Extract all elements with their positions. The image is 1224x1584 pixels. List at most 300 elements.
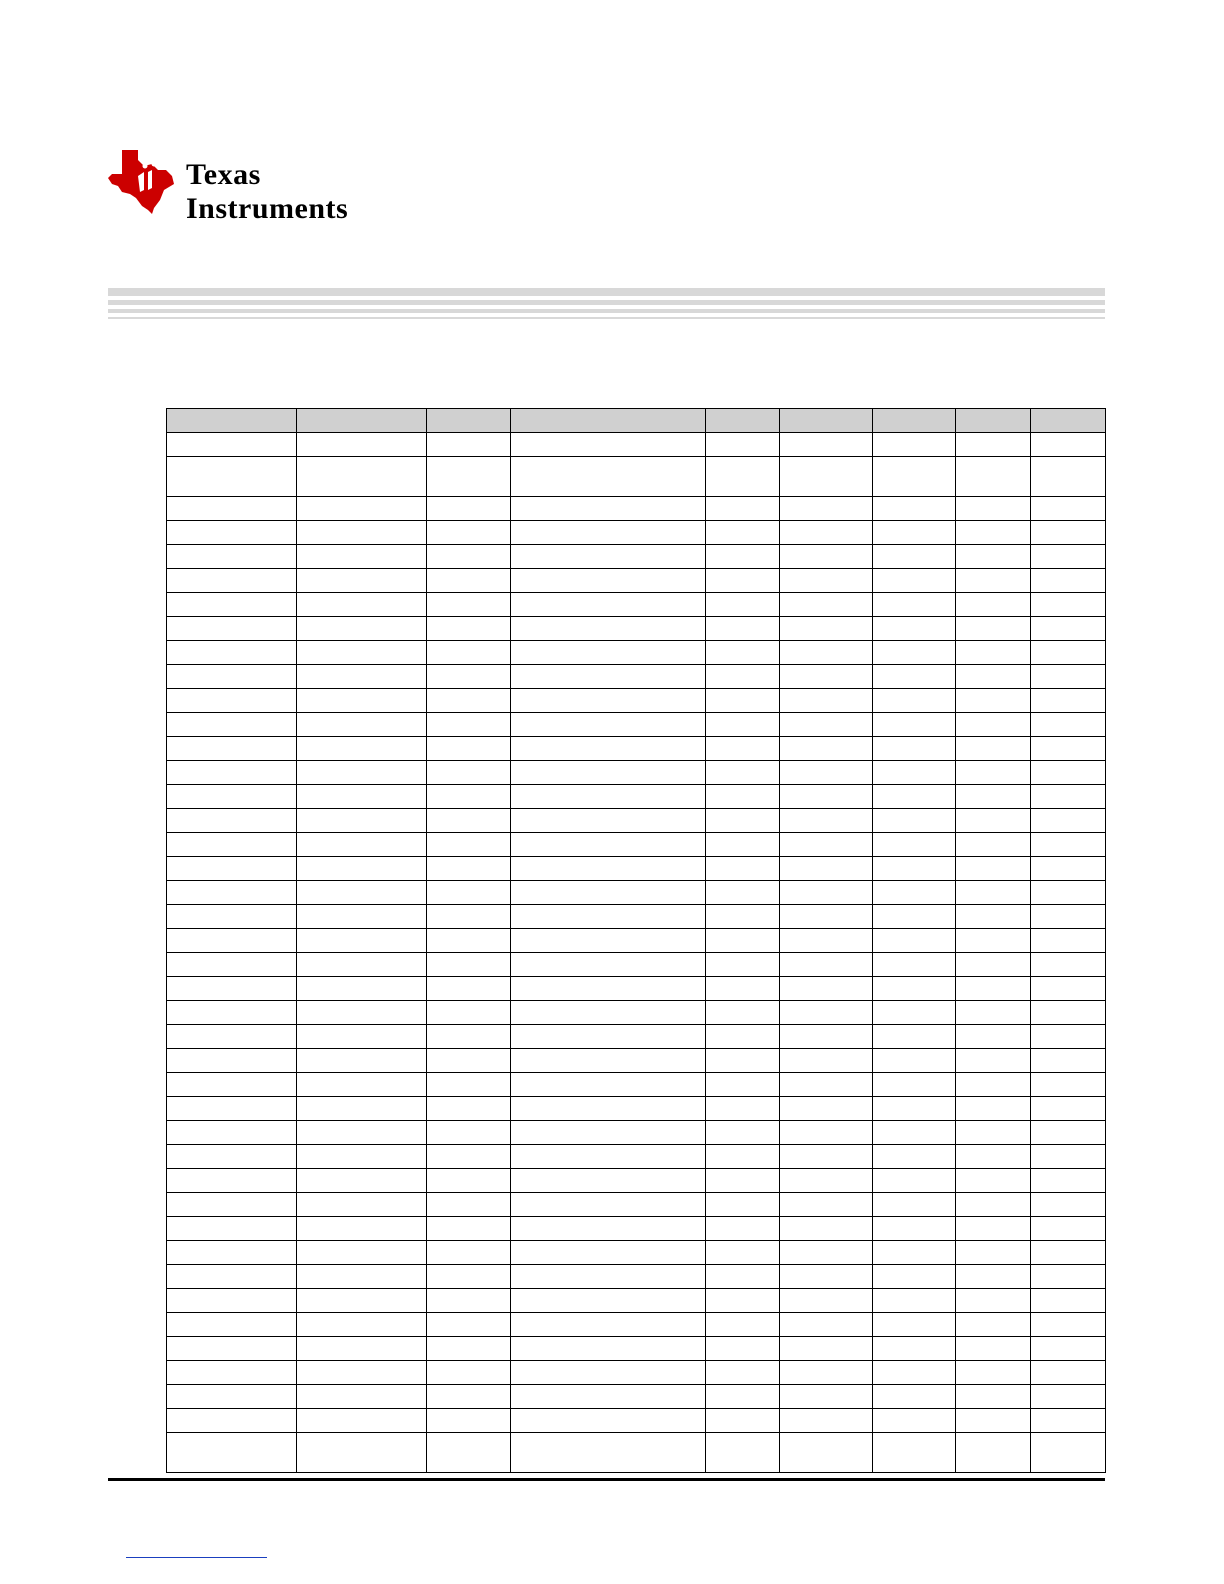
table-cell <box>427 1025 511 1049</box>
table-cell <box>780 857 873 881</box>
table-cell <box>511 1361 706 1385</box>
table-row <box>167 1025 1106 1049</box>
table-cell <box>297 1433 427 1473</box>
brand-name-line2: Instruments <box>186 192 349 225</box>
table-cell <box>297 457 427 497</box>
table-cell <box>706 1193 780 1217</box>
table-cell <box>873 1313 956 1337</box>
table-cell <box>873 953 956 977</box>
table-cell <box>780 785 873 809</box>
table-cell <box>511 641 706 665</box>
table-cell <box>167 545 297 569</box>
table-cell <box>167 689 297 713</box>
table-cell <box>167 1241 297 1265</box>
table-cell <box>297 857 427 881</box>
table-cell <box>511 1169 706 1193</box>
table-cell <box>427 833 511 857</box>
table-cell <box>706 617 780 641</box>
table-cell <box>167 1337 297 1361</box>
table-cell <box>167 905 297 929</box>
table-row <box>167 521 1106 545</box>
table-cell <box>873 761 956 785</box>
table-cell <box>1031 1193 1106 1217</box>
table-header-cell <box>511 409 706 433</box>
table-cell <box>956 953 1031 977</box>
table-cell <box>780 1241 873 1265</box>
table-cell <box>873 433 956 457</box>
table-row <box>167 881 1106 905</box>
table-row <box>167 1049 1106 1073</box>
table-cell <box>511 833 706 857</box>
table-cell <box>297 785 427 809</box>
table-cell <box>706 521 780 545</box>
table-row <box>167 1145 1106 1169</box>
table-row <box>167 929 1106 953</box>
table-cell <box>780 1217 873 1241</box>
table-header-cell <box>1031 409 1106 433</box>
table-cell <box>873 1265 956 1289</box>
table-cell <box>706 569 780 593</box>
table-cell <box>873 545 956 569</box>
table-cell <box>167 929 297 953</box>
table-cell <box>956 929 1031 953</box>
table-cell <box>873 857 956 881</box>
table-cell <box>511 569 706 593</box>
table-cell <box>1031 1121 1106 1145</box>
table-cell <box>780 1313 873 1337</box>
table-cell <box>1031 1289 1106 1313</box>
table-row <box>167 457 1106 497</box>
table-cell <box>1031 433 1106 457</box>
table-cell <box>956 1049 1031 1073</box>
table-row <box>167 785 1106 809</box>
table-cell <box>1031 857 1106 881</box>
table-cell <box>873 1289 956 1313</box>
table-cell <box>956 1361 1031 1385</box>
table-cell <box>706 1025 780 1049</box>
table-cell <box>956 1217 1031 1241</box>
table-cell <box>706 497 780 521</box>
table-cell <box>511 953 706 977</box>
brand-name-line1: Texas <box>186 158 261 191</box>
table-cell <box>167 1361 297 1385</box>
table-cell <box>427 497 511 521</box>
table-cell <box>427 977 511 1001</box>
table-cell <box>427 1337 511 1361</box>
table-cell <box>297 713 427 737</box>
table-cell <box>956 545 1031 569</box>
table-cell <box>167 1169 297 1193</box>
table-cell <box>167 833 297 857</box>
table-cell <box>167 1073 297 1097</box>
table-cell <box>956 689 1031 713</box>
table-cell <box>956 569 1031 593</box>
table-cell <box>1031 929 1106 953</box>
table-cell <box>1031 689 1106 713</box>
table-cell <box>706 1433 780 1473</box>
table-cell <box>297 1313 427 1337</box>
table-cell <box>706 977 780 1001</box>
table-cell <box>511 1049 706 1073</box>
table-row <box>167 1409 1106 1433</box>
table-cell <box>427 1169 511 1193</box>
table-cell <box>1031 665 1106 689</box>
table-cell <box>167 1097 297 1121</box>
table-cell <box>427 545 511 569</box>
table-cell <box>427 1241 511 1265</box>
table-cell <box>427 761 511 785</box>
table-row <box>167 905 1106 929</box>
table-header-cell <box>956 409 1031 433</box>
table-cell <box>297 433 427 457</box>
table-cell <box>511 1409 706 1433</box>
table-cell <box>780 833 873 857</box>
table-cell <box>1031 1361 1106 1385</box>
table-cell <box>780 1025 873 1049</box>
table-cell <box>297 1361 427 1385</box>
table-cell <box>1031 497 1106 521</box>
table-cell <box>706 457 780 497</box>
table-cell <box>297 953 427 977</box>
table-cell <box>706 1073 780 1097</box>
table-cell <box>706 1409 780 1433</box>
table-cell <box>956 1169 1031 1193</box>
table-row <box>167 953 1106 977</box>
table-cell <box>167 497 297 521</box>
table-cell <box>873 1337 956 1361</box>
table-cell <box>427 1433 511 1473</box>
table-cell <box>956 761 1031 785</box>
table-cell <box>780 1433 873 1473</box>
table-cell <box>427 1049 511 1073</box>
table-cell <box>511 881 706 905</box>
table-cell <box>1031 1145 1106 1169</box>
table-cell <box>511 1433 706 1473</box>
table-cell <box>511 545 706 569</box>
table-cell <box>780 1409 873 1433</box>
header-band <box>108 288 1105 296</box>
table-cell <box>297 1289 427 1313</box>
table-cell <box>1031 809 1106 833</box>
table-row <box>167 761 1106 785</box>
table-cell <box>167 1313 297 1337</box>
table-cell <box>1031 1433 1106 1473</box>
table-cell <box>780 545 873 569</box>
table-cell <box>511 905 706 929</box>
table-cell <box>706 1385 780 1409</box>
table-cell <box>1031 1265 1106 1289</box>
table-cell <box>297 737 427 761</box>
table-cell <box>873 881 956 905</box>
table-cell <box>511 1385 706 1409</box>
table-row <box>167 1313 1106 1337</box>
table-cell <box>427 569 511 593</box>
table-cell <box>956 457 1031 497</box>
table-cell <box>873 713 956 737</box>
table-cell <box>706 953 780 977</box>
table-cell <box>297 569 427 593</box>
table-cell <box>780 929 873 953</box>
table-row <box>167 545 1106 569</box>
table-cell <box>167 617 297 641</box>
table-row <box>167 1241 1106 1265</box>
table-cell <box>511 977 706 1001</box>
table-header-cell <box>167 409 297 433</box>
table-cell <box>511 521 706 545</box>
table-cell <box>167 881 297 905</box>
table-cell <box>511 593 706 617</box>
table-header-cell <box>297 409 427 433</box>
table-cell <box>706 1097 780 1121</box>
table-cell <box>427 1097 511 1121</box>
table-row <box>167 809 1106 833</box>
table-cell <box>511 617 706 641</box>
table-cell <box>706 713 780 737</box>
table-cell <box>956 905 1031 929</box>
table-cell <box>780 1073 873 1097</box>
table-cell <box>956 1001 1031 1025</box>
table-cell <box>511 809 706 833</box>
table-cell <box>511 1241 706 1265</box>
table-cell <box>167 1049 297 1073</box>
ti-logo <box>108 150 418 230</box>
table-cell <box>511 713 706 737</box>
table-cell <box>297 1337 427 1361</box>
table-cell <box>956 665 1031 689</box>
table-cell <box>427 953 511 977</box>
table-cell <box>427 641 511 665</box>
table-cell <box>167 1001 297 1025</box>
table-cell <box>780 953 873 977</box>
table-row <box>167 1121 1106 1145</box>
table-row <box>167 1289 1106 1313</box>
table-cell <box>297 521 427 545</box>
table-cell <box>780 617 873 641</box>
table-row <box>167 569 1106 593</box>
table-cell <box>780 1049 873 1073</box>
table-cell <box>297 1121 427 1145</box>
table-row <box>167 1361 1106 1385</box>
table-cell <box>1031 1241 1106 1265</box>
table-cell <box>297 761 427 785</box>
table-cell <box>1031 833 1106 857</box>
table-cell <box>297 905 427 929</box>
table-cell <box>427 905 511 929</box>
table-cell <box>780 881 873 905</box>
table-cell <box>706 833 780 857</box>
table-cell <box>1031 641 1106 665</box>
table-cell <box>706 737 780 761</box>
table-cell <box>873 809 956 833</box>
table-cell <box>956 1097 1031 1121</box>
table-cell <box>427 1385 511 1409</box>
table-cell <box>706 1289 780 1313</box>
header-band <box>108 309 1105 313</box>
table-cell <box>873 1361 956 1385</box>
table-cell <box>873 641 956 665</box>
table-cell <box>706 665 780 689</box>
table-cell <box>511 689 706 713</box>
table-cell <box>1031 1049 1106 1073</box>
table-cell <box>706 929 780 953</box>
table-cell <box>1031 713 1106 737</box>
table-cell <box>956 617 1031 641</box>
table-cell <box>780 977 873 1001</box>
table-cell <box>956 1433 1031 1473</box>
table-cell <box>873 1025 956 1049</box>
table-cell <box>873 689 956 713</box>
table-cell <box>167 1289 297 1313</box>
table-cell <box>706 905 780 929</box>
table-cell <box>956 1385 1031 1409</box>
table-cell <box>297 1409 427 1433</box>
table-cell <box>706 1313 780 1337</box>
table-cell <box>1031 977 1106 1001</box>
data-table <box>166 408 1106 1473</box>
table-cell <box>706 881 780 905</box>
table-cell <box>511 497 706 521</box>
table-cell <box>427 737 511 761</box>
table-cell <box>780 457 873 497</box>
table-cell <box>297 833 427 857</box>
table-cell <box>297 545 427 569</box>
table-cell <box>427 593 511 617</box>
table-cell <box>167 977 297 1001</box>
ti-state-logo-icon <box>108 150 176 216</box>
table-cell <box>873 737 956 761</box>
table-cell <box>511 1217 706 1241</box>
table-cell <box>873 1193 956 1217</box>
table-cell <box>167 1145 297 1169</box>
table-cell <box>427 617 511 641</box>
table-cell <box>956 1265 1031 1289</box>
table-cell <box>706 1049 780 1073</box>
table-cell <box>780 689 873 713</box>
table-cell <box>427 689 511 713</box>
table-cell <box>1031 617 1106 641</box>
table-cell <box>873 1001 956 1025</box>
table-cell <box>706 1001 780 1025</box>
table-cell <box>511 433 706 457</box>
table-cell <box>167 953 297 977</box>
table-cell <box>956 857 1031 881</box>
table-cell <box>873 497 956 521</box>
table-row <box>167 737 1106 761</box>
table-header-row <box>167 409 1106 433</box>
table-cell <box>873 1073 956 1097</box>
table-cell <box>956 833 1031 857</box>
table-cell <box>873 665 956 689</box>
table-cell <box>1031 1313 1106 1337</box>
table-cell <box>297 929 427 953</box>
table-cell <box>167 785 297 809</box>
table-cell <box>1031 881 1106 905</box>
table-cell <box>956 497 1031 521</box>
table-row <box>167 1073 1106 1097</box>
table-cell <box>873 569 956 593</box>
table-cell <box>1031 569 1106 593</box>
table-cell <box>956 1241 1031 1265</box>
table-cell <box>780 665 873 689</box>
table-cell <box>297 1073 427 1097</box>
table-cell <box>873 1145 956 1169</box>
table-cell <box>511 1337 706 1361</box>
table-cell <box>427 521 511 545</box>
table-cell <box>780 569 873 593</box>
table-cell <box>780 433 873 457</box>
table-cell <box>873 1433 956 1473</box>
table-cell <box>427 1313 511 1337</box>
table-row <box>167 689 1106 713</box>
table-row <box>167 1097 1106 1121</box>
table-cell <box>956 1337 1031 1361</box>
table-cell <box>167 1265 297 1289</box>
table-cell <box>297 1193 427 1217</box>
table-cell <box>956 593 1031 617</box>
table-cell <box>706 857 780 881</box>
table-cell <box>780 1169 873 1193</box>
table-cell <box>297 1145 427 1169</box>
table-cell <box>167 433 297 457</box>
footer-link-underline[interactable] <box>126 1557 267 1558</box>
table-cell <box>297 977 427 1001</box>
table-row <box>167 1193 1106 1217</box>
table-cell <box>706 593 780 617</box>
table-cell <box>706 809 780 833</box>
table-row <box>167 1337 1106 1361</box>
table-cell <box>297 1217 427 1241</box>
table-cell <box>873 1121 956 1145</box>
table-cell <box>780 1385 873 1409</box>
table-cell <box>706 1337 780 1361</box>
table-cell <box>167 713 297 737</box>
table-cell <box>297 617 427 641</box>
table-cell <box>956 737 1031 761</box>
table-cell <box>956 1193 1031 1217</box>
table-cell <box>873 521 956 545</box>
table-cell <box>706 433 780 457</box>
table-cell <box>427 857 511 881</box>
table-cell <box>511 761 706 785</box>
table-cell <box>427 713 511 737</box>
table-cell <box>956 713 1031 737</box>
table-cell <box>873 593 956 617</box>
table-cell <box>1031 1001 1106 1025</box>
table-cell <box>780 1337 873 1361</box>
table-cell <box>780 593 873 617</box>
table-cell <box>427 1145 511 1169</box>
table-cell <box>780 1001 873 1025</box>
table-cell <box>167 1385 297 1409</box>
table-row <box>167 617 1106 641</box>
header-bands <box>108 288 1105 324</box>
table-cell <box>427 1121 511 1145</box>
table-cell <box>1031 1409 1106 1433</box>
table-cell <box>706 1361 780 1385</box>
table-cell <box>873 1049 956 1073</box>
table-cell <box>1031 1385 1106 1409</box>
table-cell <box>511 737 706 761</box>
table-cell <box>297 1169 427 1193</box>
table-cell <box>167 641 297 665</box>
table-cell <box>780 761 873 785</box>
table-cell <box>706 641 780 665</box>
table-row <box>167 665 1106 689</box>
table-header-cell <box>780 409 873 433</box>
table-cell <box>297 1241 427 1265</box>
table-cell <box>706 1121 780 1145</box>
table-cell <box>873 457 956 497</box>
